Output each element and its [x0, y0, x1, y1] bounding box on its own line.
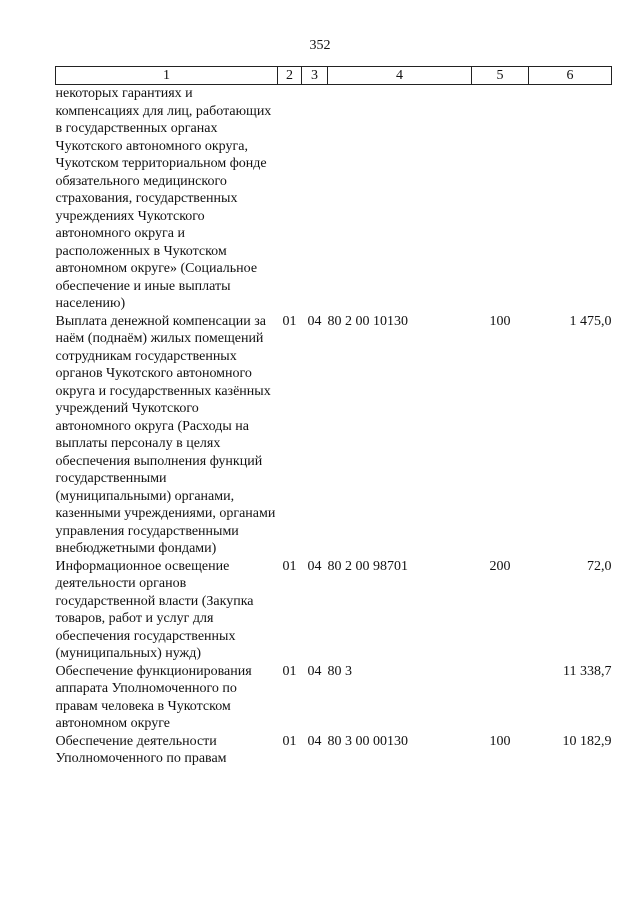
row-section-code: 01: [282, 733, 297, 749]
row-expense-type: [472, 663, 529, 733]
row-section-code: 01: [282, 558, 297, 574]
table-row: [56, 558, 612, 663]
column-header-1: 1: [56, 67, 278, 85]
row-subsection-code: 04: [307, 558, 322, 574]
row-expense-type: [472, 85, 529, 313]
row-amount: [529, 85, 612, 313]
row-subsection-code: [302, 85, 328, 313]
row-target-article: 80 3: [327, 663, 352, 679]
column-header-5: 5: [472, 67, 529, 85]
column-header-2: 2: [278, 67, 302, 85]
column-number-header-row: [56, 67, 612, 85]
row-name: Информационное освещение деятельности органов государственной власти (Закупка товаров, работ и услуг для обеспечения государственных (муниципальных) нужд): [55, 558, 254, 661]
row-name: некоторых гарантиях и компенсациях для лиц, работающих в государственных органах Чукотского автономного округа, Чукотском территориальном фонде обязательного медицинского страхования, государственных учреждениях Чукотского автономного округа и расположенных в Чукотском автономном округе» (Социальное обеспечение и иные выплаты населению): [55, 86, 272, 311]
row-amount: 72,0: [587, 558, 612, 574]
row-expense-type: 100: [489, 733, 511, 749]
row-name: Обеспечение деятельности Уполномоченного по правам: [55, 733, 227, 766]
row-target-article: 80 2 00 98701: [327, 558, 408, 574]
row-target-article: 80 3 00 00130: [327, 733, 408, 749]
row-name: Выплата денежной компенсации за наём (поднаём) жилых помещений сотрудникам государственных органов Чукотского автономного округа и государственных казённых учреждений Чукотского автономного округа (Расходы на выплаты персоналу в целях обеспечения выполнения функций государственными (муниципальными) органами, казенными учреждениями, органами управления государственными внебюджетными фондами): [55, 313, 276, 556]
row-expense-type: 100: [489, 313, 511, 329]
row-section-code: 01: [282, 313, 297, 329]
page-number: 352: [309, 38, 331, 53]
table-row: [56, 733, 612, 768]
column-header-3: 3: [302, 67, 328, 85]
row-amount: 11 338,7: [563, 663, 612, 679]
row-subsection-code: 04: [307, 313, 322, 329]
column-header-6: 6: [529, 67, 612, 85]
table-row: [56, 663, 612, 733]
row-subsection-code: 04: [307, 733, 322, 749]
table-row: [56, 85, 612, 313]
budget-table: [55, 66, 612, 768]
row-amount: 10 182,9: [562, 733, 612, 749]
table-row: [56, 313, 612, 558]
row-expense-type: 200: [489, 558, 511, 574]
row-subsection-code: 04: [307, 663, 322, 679]
row-target-article: [328, 85, 472, 313]
row-section-code: [278, 85, 302, 313]
column-header-4: 4: [328, 67, 472, 85]
row-amount: 1 475,0: [569, 313, 612, 329]
row-target-article: 80 2 00 10130: [327, 313, 408, 329]
row-section-code: 01: [282, 663, 297, 679]
row-name: Обеспечение функционирования аппарата Уполномоченного по правам человека в Чукотском автономном округе: [55, 663, 252, 731]
